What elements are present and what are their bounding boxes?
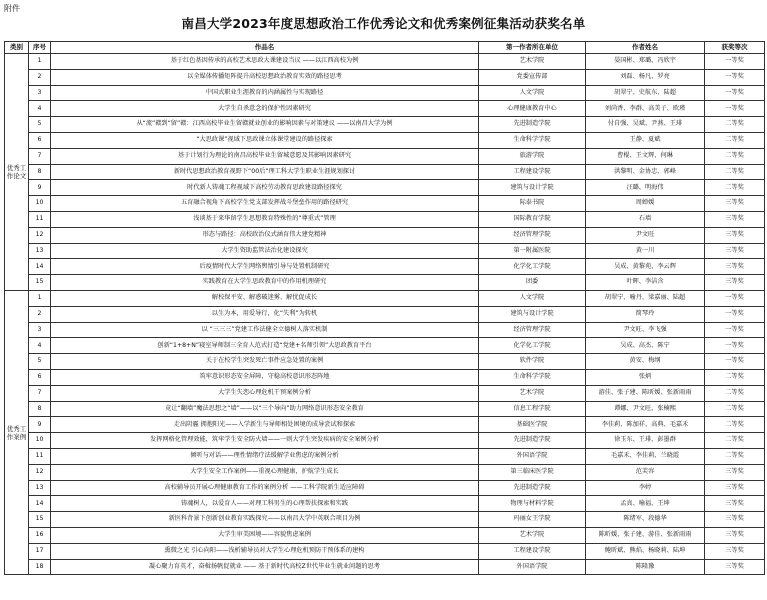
- cell-index: 1: [29, 290, 51, 306]
- cell-award: 一等奖: [705, 290, 765, 306]
- cell-authors: 吴成、黄黎苑、李云辉: [586, 259, 705, 275]
- cell-work-title: 发挥网格化管理效能，筑牢学生安全防火墙——一则大学生突发疾病的安全案例分析: [51, 433, 479, 449]
- cell-award: 二等奖: [705, 401, 765, 417]
- cell-authors: 刘尚香、李群、高美子、欧瑾: [586, 101, 705, 117]
- cell-work-title: 从“流”赣到“留”赣：江西高校毕业生留赣就业创业的影响因素与对策建议 ——以南昌大学为例: [51, 117, 479, 133]
- cell-authors: 陈昕媛、张子建、游佳、张新雨雨: [586, 527, 705, 543]
- cell-index: 13: [29, 243, 51, 259]
- table-row: [5, 69, 765, 85]
- cell-work-title: 解校保平安、解惑破迷雾、解忧促成长: [51, 290, 479, 306]
- cell-work-title: 浅谈基于来华留学生思想教育特殊性的“尊重式”管理: [51, 211, 479, 227]
- cell-work-title: 以生为本，用爱导行，化“失利”为转机: [51, 306, 479, 322]
- cell-unit: 人文学院: [479, 85, 586, 101]
- annex-label: 附件: [4, 4, 20, 13]
- cell-work-title: 基于计划行为理论的南昌高校毕业生留城意愿及其影响因素研究: [51, 148, 479, 164]
- cell-authors: 毛嘉禾、李佳莉、兰晓霞: [586, 448, 705, 464]
- cell-unit: 化学化工学院: [479, 338, 586, 354]
- cell-award: 二等奖: [705, 385, 765, 401]
- cell-authors: 张炳: [586, 369, 705, 385]
- table-row: [5, 512, 765, 528]
- table-row: [5, 196, 765, 212]
- cell-authors: 陈隆豫: [586, 559, 705, 575]
- cell-unit: 玛丽女王学院: [479, 512, 586, 528]
- cell-unit: 际泰书院: [479, 196, 586, 212]
- cell-work-title: 新时代思想政治教育视野下“00后”理工科大学生职业生涯规划探讨: [51, 164, 479, 180]
- cell-authors: 石墙: [586, 211, 705, 227]
- cell-unit: 第一附属医院: [479, 243, 586, 259]
- table-body: [5, 54, 765, 575]
- cell-award: 三等奖: [705, 543, 765, 559]
- cell-authors: 胡翠宁、喻丹、梁嘉丽、陆超: [586, 290, 705, 306]
- cell-authors: 付自强、吴斌、尹燕、王琲: [586, 117, 705, 133]
- table-row: [5, 132, 765, 148]
- table-row: [5, 464, 765, 480]
- cell-authors: 谭娜、尹文旺、张楠熙: [586, 401, 705, 417]
- cell-award: 三等奖: [705, 196, 765, 212]
- cell-index: 10: [29, 433, 51, 449]
- header-unit: 第一作者所在单位: [479, 42, 586, 54]
- cell-award: 一等奖: [705, 69, 765, 85]
- table-row: [5, 54, 765, 70]
- table-row: [5, 369, 765, 385]
- cell-authors: 简琴玲: [586, 306, 705, 322]
- cell-authors: 尹文旺: [586, 227, 705, 243]
- cell-work-title: 实践教育在大学生思政教育中的作用机理研究: [51, 275, 479, 291]
- cell-unit: 生命科学学院: [479, 369, 586, 385]
- cell-index: 12: [29, 227, 51, 243]
- cell-index: 17: [29, 543, 51, 559]
- award-table: [4, 41, 765, 575]
- cell-unit: 先进制造学院: [479, 433, 586, 449]
- table-row: [5, 559, 765, 575]
- cell-unit: 团委: [479, 275, 586, 291]
- cell-index: 1: [29, 54, 51, 70]
- cell-award: 二等奖: [705, 132, 765, 148]
- table-row: [5, 338, 765, 354]
- table-row: [5, 354, 765, 370]
- cell-authors: 王静、夏斌: [586, 132, 705, 148]
- category-cell: 优秀工作案例: [5, 290, 29, 574]
- cell-index: 3: [29, 322, 51, 338]
- cell-authors: 刘磊、杨凡、罗亮: [586, 69, 705, 85]
- cell-authors: 陈绪军、段德华: [586, 512, 705, 528]
- cell-index: 15: [29, 512, 51, 528]
- cell-work-title: 新医科背景下创新创业教育实践探究——以南昌大学中英联合项目为例: [51, 512, 479, 528]
- cell-award: 二等奖: [705, 369, 765, 385]
- table-row: [5, 211, 765, 227]
- cell-index: 16: [29, 527, 51, 543]
- cell-work-title: 走出阴霾 拥抱阳光——入学新生与导师相处困境的成导尝试和探索: [51, 417, 479, 433]
- header-index: 序号: [29, 42, 51, 54]
- table-row: [5, 496, 765, 512]
- cell-work-title: 后疫情时代大学生网络舆情引导与处置机制研究: [51, 259, 479, 275]
- cell-work-title: 大学生失恋心理危机干预案例分析: [51, 385, 479, 401]
- cell-index: 11: [29, 448, 51, 464]
- cell-work-title: 基于红色基因传承的高校艺术思政大课建设当议 ——以江西高校为例: [51, 54, 479, 70]
- cell-award: 一等奖: [705, 354, 765, 370]
- cell-authors: 晏国彬、郑璐、冯欣宇: [586, 54, 705, 70]
- cell-work-title: 五育融合视角下高校学生党支部发挥战斗堡垒作用的路径研究: [51, 196, 479, 212]
- header-category: 类别: [5, 42, 29, 54]
- cell-index: 2: [29, 306, 51, 322]
- cell-unit: 建筑与设计学院: [479, 180, 586, 196]
- cell-unit: 先进制造学院: [479, 117, 586, 133]
- cell-award: 三等奖: [705, 275, 765, 291]
- table-row: [5, 385, 765, 401]
- cell-award: 三等奖: [705, 480, 765, 496]
- cell-work-title: 以 “三三三”党建工作法健全立德树人落实机制: [51, 322, 479, 338]
- cell-award: 二等奖: [705, 164, 765, 180]
- cell-work-title: 铸魂树人，以爱育人——对理工科男生的心理帮扶探索和实践: [51, 496, 479, 512]
- cell-authors: 胡翠宁、史航东、陆超: [586, 85, 705, 101]
- cell-unit: 旅游学院: [479, 148, 586, 164]
- table-row: [5, 85, 765, 101]
- cell-unit: 工程建设学院: [479, 543, 586, 559]
- cell-work-title: “大思政课”视域下思政课立体课堂建设的路径探索: [51, 132, 479, 148]
- cell-unit: 建筑与设计学院: [479, 306, 586, 322]
- cell-unit: 外国语学院: [479, 559, 586, 575]
- table-row: [5, 117, 765, 133]
- cell-index: 14: [29, 259, 51, 275]
- cell-work-title: 时代新人铸魂工程视域下高校劳动教育思政建设路径探究: [51, 180, 479, 196]
- cell-unit: 先进制造学院: [479, 480, 586, 496]
- table-row: [5, 480, 765, 496]
- cell-index: 7: [29, 148, 51, 164]
- cell-unit: 经济管理学院: [479, 227, 586, 243]
- table-row: [5, 527, 765, 543]
- cell-index: 2: [29, 69, 51, 85]
- cell-unit: 艺术学院: [479, 385, 586, 401]
- header-authors: 作者姓名: [586, 42, 705, 54]
- cell-award: 一等奖: [705, 85, 765, 101]
- cell-index: 4: [29, 338, 51, 354]
- table-row: [5, 227, 765, 243]
- cell-unit: 艺术学院: [479, 527, 586, 543]
- cell-index: 8: [29, 164, 51, 180]
- cell-index: 5: [29, 117, 51, 133]
- cell-work-title: 凝心聚力育英才，奋楫扬帆促就业 —— 基于新时代高校Z世代毕业生就业问题的思考: [51, 559, 479, 575]
- cell-unit: 物理与材料学院: [479, 496, 586, 512]
- cell-award: 三等奖: [705, 559, 765, 575]
- cell-award: 三等奖: [705, 211, 765, 227]
- table-row: [5, 275, 765, 291]
- cell-award: 三等奖: [705, 512, 765, 528]
- cell-unit: 国际教育学院: [479, 211, 586, 227]
- cell-index: 6: [29, 132, 51, 148]
- table-row: [5, 180, 765, 196]
- table-row: [5, 417, 765, 433]
- cell-index: 15: [29, 275, 51, 291]
- cell-work-title: 熏微之光 引心向阳——浅析辅导员对大学生心理危机预防干预体系的建构: [51, 543, 479, 559]
- table-row: [5, 433, 765, 449]
- cell-work-title: 竟让“翻墙”魔法思想之“墙”——以“三个导向”助力网络意识形态安全教育: [51, 401, 479, 417]
- cell-unit: 心理健康教育中心: [479, 101, 586, 117]
- category-cell: 优秀工作论文: [5, 54, 29, 291]
- cell-authors: 黄安、梅纲: [586, 354, 705, 370]
- table-row: [5, 101, 765, 117]
- cell-work-title: 以全媒体传播矩阵提升高校思想政治教育实效的路径思考: [51, 69, 479, 85]
- cell-index: 6: [29, 369, 51, 385]
- cell-award: 三等奖: [705, 527, 765, 543]
- cell-work-title: 创新“1+8+N”寝室导师制三全育人范式打造“党建+名师引领”大思政教育平台: [51, 338, 479, 354]
- cell-index: 11: [29, 211, 51, 227]
- cell-index: 9: [29, 417, 51, 433]
- cell-authors: 李婷: [586, 480, 705, 496]
- cell-authors: 黄一川: [586, 243, 705, 259]
- cell-work-title: 大学生自杀意念的保护性因素研究: [51, 101, 479, 117]
- cell-award: 二等奖: [705, 433, 765, 449]
- cell-authors: 李佳莉、陈加祥、高典、毛嘉禾: [586, 417, 705, 433]
- cell-award: 一等奖: [705, 322, 765, 338]
- cell-unit: 基础医学院: [479, 417, 586, 433]
- cell-index: 13: [29, 480, 51, 496]
- cell-index: 9: [29, 180, 51, 196]
- cell-index: 7: [29, 385, 51, 401]
- table-header-row: [5, 42, 765, 54]
- cell-work-title: 形态与路径：高校政治仪式涵育伟大建党精神: [51, 227, 479, 243]
- cell-award: 一等奖: [705, 306, 765, 322]
- cell-work-title: 大学生资助监管法治化建设探究: [51, 243, 479, 259]
- header-award: 获奖等次: [705, 42, 765, 54]
- cell-index: 4: [29, 101, 51, 117]
- table-row: [5, 259, 765, 275]
- cell-award: 一等奖: [705, 101, 765, 117]
- page-title: 南昌大学2023年度思想政治工作优秀论文和优秀案例征集活动获奖名单: [181, 16, 586, 31]
- cell-index: 14: [29, 496, 51, 512]
- cell-unit: 工程建设学院: [479, 164, 586, 180]
- cell-authors: 曹棍、王文辉、何琳: [586, 148, 705, 164]
- cell-authors: 吴成、高杰、陈宁: [586, 338, 705, 354]
- cell-award: 二等奖: [705, 448, 765, 464]
- cell-work-title: 大学生审美困境——容貌焦虑案例: [51, 527, 479, 543]
- cell-award: 二等奖: [705, 117, 765, 133]
- cell-unit: 艺术学院: [479, 54, 586, 70]
- table-row: [5, 243, 765, 259]
- cell-unit: 外国语学院: [479, 448, 586, 464]
- cell-authors: 周婵媛: [586, 196, 705, 212]
- table-row: [5, 148, 765, 164]
- cell-index: 3: [29, 85, 51, 101]
- cell-award: 三等奖: [705, 227, 765, 243]
- cell-award: 二等奖: [705, 180, 765, 196]
- cell-index: 10: [29, 196, 51, 212]
- cell-award: 三等奖: [705, 496, 765, 512]
- cell-work-title: 筑牢意识形态安全屏障，守稳高校意识形态阵地: [51, 369, 479, 385]
- cell-authors: 范芙容: [586, 464, 705, 480]
- cell-unit: 党委宣传部: [479, 69, 586, 85]
- cell-work-title: 中国式职业生涯教育的内涵属性与实现路径: [51, 85, 479, 101]
- cell-work-title: 大学生安全工作案例——重视心理健康，护航学生成长: [51, 464, 479, 480]
- table-row: [5, 306, 765, 322]
- table-row: [5, 448, 765, 464]
- cell-authors: 孟真、喻福、王坤: [586, 496, 705, 512]
- cell-authors: 叶晖、李洁含: [586, 275, 705, 291]
- cell-index: 18: [29, 559, 51, 575]
- cell-work-title: 关于在校学生突发死亡事件应急处置的案例: [51, 354, 479, 370]
- cell-award: 一等奖: [705, 54, 765, 70]
- cell-authors: 尹文旺、李飞强: [586, 322, 705, 338]
- cell-index: 8: [29, 401, 51, 417]
- cell-unit: 化学化工学院: [479, 259, 586, 275]
- cell-authors: 汪璐、明海伟: [586, 180, 705, 196]
- cell-unit: 生命科学学院: [479, 132, 586, 148]
- cell-unit: 经济管理学院: [479, 322, 586, 338]
- cell-unit: 人文学院: [479, 290, 586, 306]
- cell-unit: 第三临床医学院: [479, 464, 586, 480]
- cell-index: 5: [29, 354, 51, 370]
- cell-authors: 鲍昕斌、熊焰、杨晓莉、陆坤: [586, 543, 705, 559]
- table-row: [5, 543, 765, 559]
- cell-award: 三等奖: [705, 243, 765, 259]
- cell-award: 三等奖: [705, 464, 765, 480]
- cell-award: 二等奖: [705, 417, 765, 433]
- table-row: [5, 290, 765, 306]
- cell-work-title: 高校辅导员开展心理健康教育工作的案例分析 ——工科学院新生适应障碍: [51, 480, 479, 496]
- cell-award: 二等奖: [705, 148, 765, 164]
- cell-unit: 软件学院: [479, 354, 586, 370]
- cell-work-title: 倾听与对话——理性情绪疗法缓解学业焦虑的案例分析: [51, 448, 479, 464]
- table-row: [5, 322, 765, 338]
- cell-award: 一等奖: [705, 338, 765, 354]
- cell-unit: 信息工程学院: [479, 401, 586, 417]
- cell-authors: 徐玉东、王琲、彭墨群: [586, 433, 705, 449]
- cell-authors: 洪黎明、金协忠、郭峰: [586, 164, 705, 180]
- table-row: [5, 401, 765, 417]
- header-work: 作品名: [51, 42, 479, 54]
- table-row: [5, 164, 765, 180]
- cell-award: 三等奖: [705, 259, 765, 275]
- cell-index: 12: [29, 464, 51, 480]
- cell-authors: 游佳、张子建、陈昕媛、张新雨雨: [586, 385, 705, 401]
